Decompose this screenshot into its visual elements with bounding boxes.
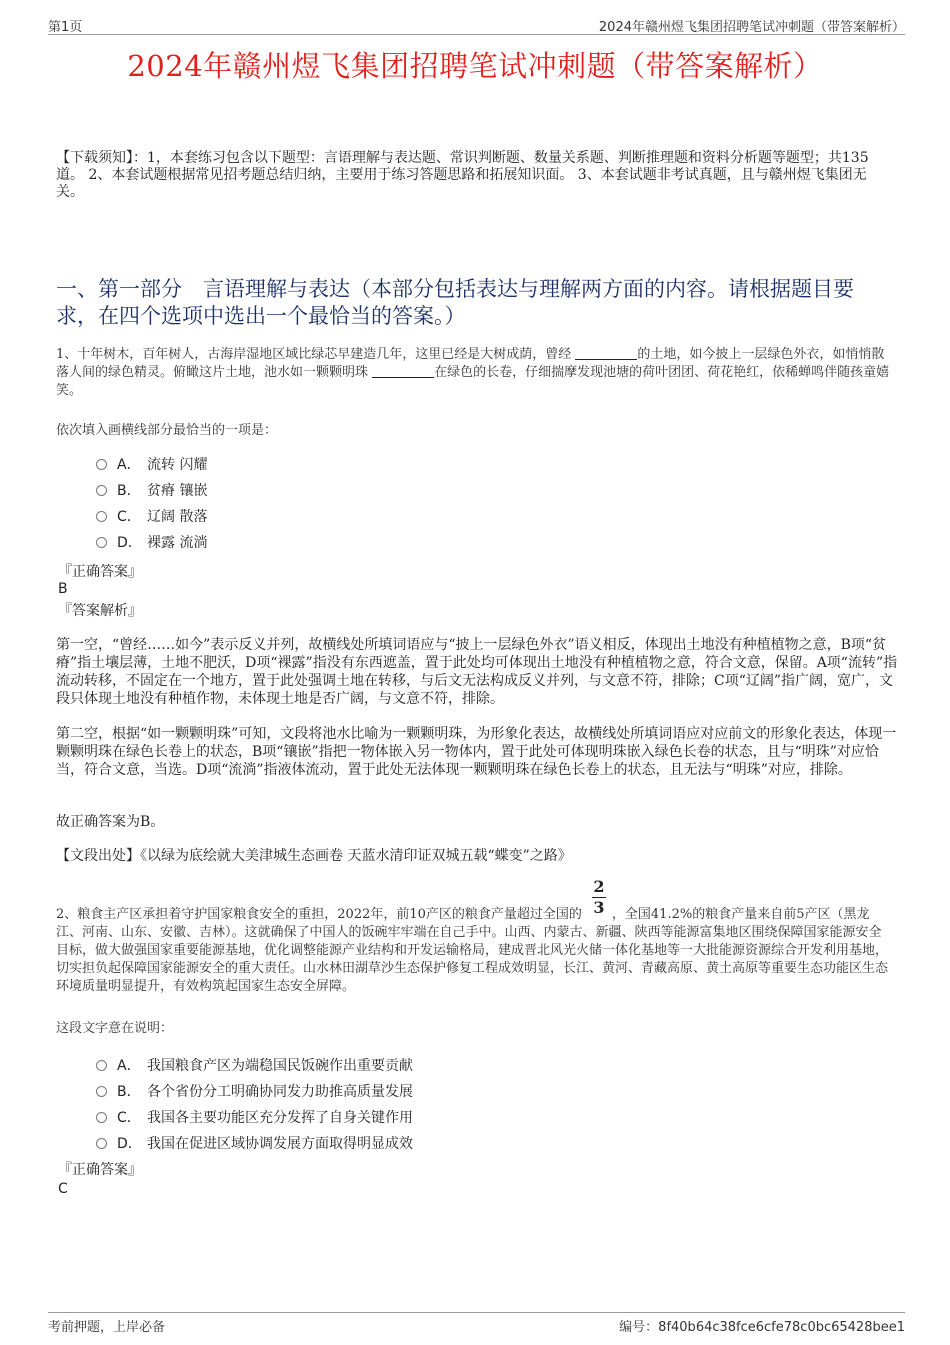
q1-answer-label: 『正确答案』 bbox=[58, 564, 142, 580]
page-number: 第1页 bbox=[48, 20, 83, 35]
q2-option-d[interactable]: D． 我国在促进区域协调发展方面取得明显成效 bbox=[96, 1131, 413, 1157]
page-title: 2024年赣州煜飞集团招聘笔试冲刺题（带答案解析） bbox=[127, 49, 823, 83]
q1-blank-1 bbox=[575, 346, 637, 360]
q1-source: 【文段出处】《以绿为底绘就大美津城生态画卷 天蓝水清印证双城五载“蝶变”之路》 bbox=[56, 848, 572, 864]
radio-icon[interactable] bbox=[96, 1086, 107, 1097]
radio-icon[interactable] bbox=[96, 1060, 107, 1071]
q2-answer: C bbox=[58, 1181, 68, 1197]
q2-prompt: 这段文字意在说明： bbox=[56, 1021, 174, 1036]
q2-option-a[interactable]: A． 我国粮食产区为端稳国民饭碗作出重要贡献 bbox=[96, 1053, 413, 1079]
q1-prompt: 依次填入画横线部分最恰当的一项是： bbox=[56, 423, 278, 438]
radio-icon[interactable] bbox=[96, 1138, 107, 1149]
radio-icon[interactable] bbox=[96, 511, 107, 522]
fraction-two-thirds: 2 3 bbox=[593, 877, 605, 917]
q1-stem: 1、十年树木，百年树人，古海岸湿地区域比绿芯早建造几年，这里已经是大树成荫，曾经 的土地，如今披上一层绿色外衣，如悄悄散落人间的绿色精灵。俯瞰这片土地，池水如一颗颗明珠 在绿色的长卷，仔细揣摩发现池塘的荷叶团团、荷花艳红，依稀蝉鸣伴随孩童嬉笑。 bbox=[56, 347, 890, 398]
q1-blank-2 bbox=[372, 364, 434, 378]
q1-analysis-2: 第二空，根据“如一颗颗明珠”可知，文段将池水比喻为一颗颗明珠，为形象化表达，故横线处所填词语应对应前文的形象化表达，体现一颗颗明珠在绿色长卷上的状态，B项“镶嵌”指把一物体嵌入另一物体内，置于此处可体现明珠嵌入绿色长卷的状态，且与“明珠”对应恰当，符合文意，当选。D项“流淌”指液体流动，置于此处无法体现一颗颗明珠在绿色长卷上的状态，且无法与“明珠”对应，排除。 bbox=[56, 726, 897, 778]
footer-slogan: 考前押题，上岸必备 bbox=[48, 1320, 166, 1335]
radio-icon[interactable] bbox=[96, 459, 107, 470]
radio-icon[interactable] bbox=[96, 537, 107, 548]
q1-analysis-3: 故正确答案为B。 bbox=[56, 814, 165, 830]
radio-icon[interactable] bbox=[96, 1112, 107, 1123]
q1-option-b[interactable]: B． 贫瘠 镶嵌 bbox=[96, 478, 207, 504]
q1-options bbox=[96, 452, 207, 556]
q1-analysis-label: 『答案解析』 bbox=[58, 603, 142, 619]
q1-option-a[interactable]: A． 流转 闪耀 bbox=[96, 452, 207, 478]
q2-answer-label: 『正确答案』 bbox=[58, 1162, 142, 1178]
q1-answer: B bbox=[58, 581, 68, 597]
q2-stem: 2、粮食主产区承担着守护国家粮食安全的重担，2022年，前10产区的粮食产量超过全国的 ，全国41.2%的粮食产量来自前5产区（黑龙江、河南、山东、安徽、吉林）。这就确保了中国人的饭碗牢牢端在自己手中。山西、内蒙古、新疆、陕西等能源富集地区围绕保障国家能源安全目标，做大做强国家重要能源基地，优化调整能源产业结构和开发运输格局，建成晋北风光火储一体化基地等一大批能源资源综合开发利用基地，切实担负起保障国家能源安全的重大责任。山水林田湖草沙生态保护修复工程成效明显，长江、黄河、青藏高原、黄土高原等重要生态功能区生态环境质量明显提升，有效构筑起国家生态安全屏障。 bbox=[56, 907, 889, 994]
q1-analysis-1: 第一空，“曾经……如今”表示反义并列，故横线处所填词语应与“披上一层绿色外衣”语义相反，体现出土地没有种植植物之意，B项“贫瘠”指土壤层薄，土地不肥沃，D项“裸露”指没有东西遮盖，置于此处均可体现出土地没有种植植物之意，符合文意，保留。A项“流转”指流动转移，不固定在一个地方，置于此处强调土地在转移，与后文无法构成反义并列，与文意不符，排除；C项“辽阔”指广阔，宽广，文段只体现土地没有种植作物，未体现土地是否广阔，与文意不符，排除。 bbox=[56, 637, 898, 707]
page-header bbox=[48, 16, 905, 35]
section-heading: 一、第一部分 言语理解与表达（本部分包括表达与理解两方面的内容。请根据题目要求，在四个选项中选出一个最恰当的答案。） bbox=[56, 277, 854, 328]
footer-code: 编号：8f40b64c38fce6cfe78c0bc65428bee1 bbox=[619, 1320, 905, 1335]
radio-icon[interactable] bbox=[96, 485, 107, 496]
download-notice: 【下载须知】：1，本套练习包含以下题型：言语理解与表达题、常识判断题、数量关系题、判断推理题和资料分析题等题型；共135道。 2、本套试题根据常见招考题总结归纳，主要用于练习答题思路和拓展知识面。 3、本套试题非考试真题，且与赣州煜飞集团无关。 bbox=[56, 150, 869, 200]
header-doc-title: 2024年赣州煜飞集团招聘笔试冲刺题（带答案解析） bbox=[598, 20, 905, 35]
q2-options bbox=[96, 1053, 413, 1157]
q2-option-c[interactable]: C． 我国各主要功能区充分发挥了自身关键作用 bbox=[96, 1105, 413, 1131]
q1-option-d[interactable]: D． 裸露 流淌 bbox=[96, 530, 207, 556]
q2-option-b[interactable]: B． 各个省份分工明确协同发力助推高质量发展 bbox=[96, 1079, 413, 1105]
page-footer bbox=[48, 1312, 905, 1333]
q1-option-c[interactable]: C． 辽阔 散落 bbox=[96, 504, 207, 530]
